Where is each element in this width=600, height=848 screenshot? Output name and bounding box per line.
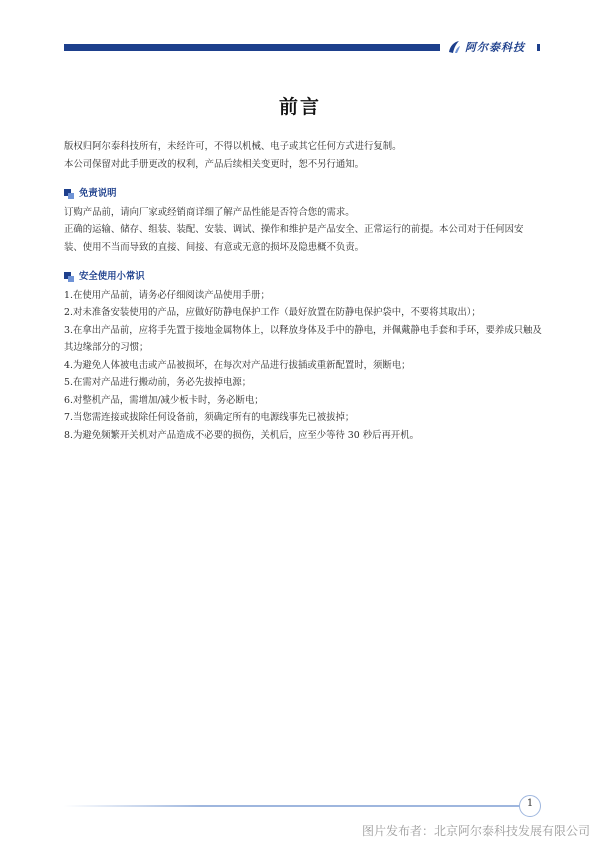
document-body bbox=[64, 138, 542, 444]
image-credit: 图片发布者：北京阿尔泰科技发展有限公司 bbox=[361, 824, 590, 838]
header-brand bbox=[446, 38, 525, 56]
safety-item: 4.为避免人体被电击或产品被损坏，在每次对产品进行拔插或重新配置时，须断电； bbox=[64, 359, 411, 371]
intro-paragraph: 版权归阿尔泰科技所有，未经许可，不得以机械、电子或其它任何方式进行复制。 bbox=[64, 141, 402, 152]
header-bar-tail bbox=[537, 44, 540, 51]
header-bar bbox=[64, 44, 440, 51]
disclaimer-paragraph: 正确的运输、储存、组装、装配、安装、调试、操作和维护是产品安全、正常运行的前提。本公司对于任何因安装、使用不当而导致的直接、间接、有意或无意的损坏及隐患概不负责。 bbox=[64, 224, 524, 253]
disclaimer-paragraph: 订购产品前，请向厂家或经销商详细了解产品性能是否符合您的需求。 bbox=[64, 206, 355, 218]
safety-item: 7.当您需连接或拔除任何设备前，须确定所有的电源线事先已被拔掉； bbox=[64, 412, 355, 423]
section-bullet-icon bbox=[64, 189, 74, 199]
section-bullet-icon bbox=[64, 272, 74, 282]
safety-item: 5.在需对产品进行搬动前，务必先拔掉电源； bbox=[64, 377, 252, 388]
safety-item: 2.对未准备安装使用的产品，应做好防静电保护工作（最好放置在防静电保护袋中，不要将其取出）； bbox=[64, 307, 481, 318]
disclaimer-heading bbox=[64, 185, 542, 203]
safety-item: 1.在使用产品前，请务必仔细阅读产品使用手册； bbox=[64, 289, 270, 301]
disclaimer-heading-text: 免责说明 bbox=[79, 188, 117, 199]
company-logo-icon bbox=[446, 39, 462, 55]
disclaimer-section bbox=[64, 185, 542, 256]
safety-heading bbox=[64, 268, 542, 286]
safety-item: 6.对整机产品，需增加/减少板卡时，务必断电； bbox=[64, 394, 264, 406]
brand-name: 阿尔泰科技 bbox=[465, 41, 525, 54]
page-number: 1 bbox=[526, 798, 534, 809]
safety-item: 3.在拿出产品前，应将手先置于接地金属物体上，以释放身体及手中的静电，并佩戴静电手套和手环，要养成只触及其边缘部分的习惯； bbox=[64, 324, 542, 353]
safety-item: 8.为避免频繁开关机对产品造成不必要的损伤，关机后，应至少等待 30 秒后再开机。 bbox=[64, 429, 419, 441]
intro-paragraph: 本公司保留对此手册更改的权利，产品后续相关变更时，恕不另行通知。 bbox=[64, 158, 365, 170]
safety-section bbox=[64, 268, 542, 444]
safety-heading-text: 安全使用小常识 bbox=[79, 271, 145, 282]
footer-line bbox=[64, 805, 522, 807]
page-title: 前言 bbox=[278, 96, 321, 118]
